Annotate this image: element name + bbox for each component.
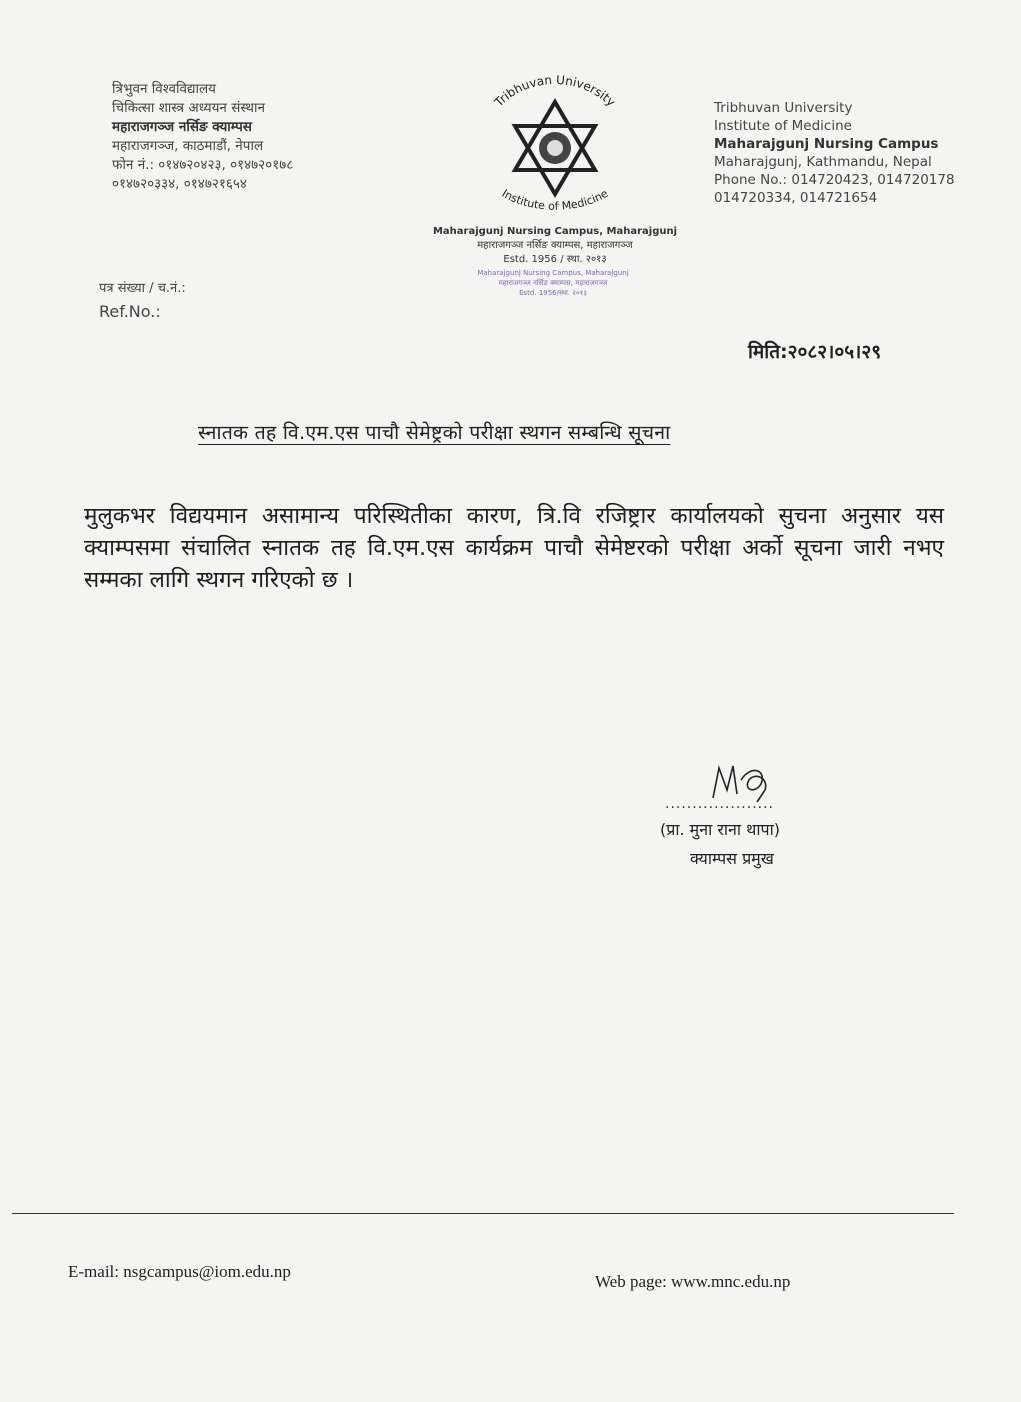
header-right-line: Institute of Medicine (714, 118, 852, 134)
logo-established: Estd. 1956 / स्था. २०१३ (503, 254, 607, 265)
notice-subject: स्नातक तह वि.एम.एस पाचौ सेमेष्ट्रको परीक्षा स्थगन सम्बन्धि सूचना (198, 421, 671, 444)
header-left-line: त्रिभुवन विश्वविद्यालय (112, 81, 216, 97)
signer-name: (प्रा. मुना राना थापा) (660, 820, 780, 839)
header-right-phone: Phone No.: 014720423, 014720178 (714, 172, 955, 188)
logo-campus-name-nepali: महाराजगञ्ज नर्सिङ क्याम्पस, महाराजगञ्ज (477, 240, 633, 251)
header-left-nepali (112, 80, 293, 194)
reference-label-english: Ref.No.: (99, 302, 161, 321)
header-right-line: Maharajgunj, Kathmandu, Nepal (714, 154, 932, 170)
header-right-line: Tribhuvan University (714, 100, 853, 116)
logo-arc-bottom: Institute of Medicine (499, 186, 611, 213)
notice-date: मिति:२०८२।०५।२९ (748, 341, 882, 363)
signature-line: .................... (665, 796, 775, 812)
header-left-campus: महाराजगञ्ज नर्सिङ क्याम्पस (112, 119, 252, 135)
footer-divider (12, 1213, 954, 1214)
footer-web: Web page: www.mnc.edu.np (595, 1272, 791, 1291)
header-left-phone: फोन नं.: ०१४७२०४२३, ०१४७२०१७८ (112, 157, 294, 173)
header-right-campus: Maharajgunj Nursing Campus (714, 136, 939, 152)
logo-arc-top: Tribhuvan University (491, 72, 619, 110)
header-left-phone: ०१४७२०३३४, ०१४७२१६५४ (112, 176, 247, 192)
notice-body: मुलुकभर विद्ययमान असामान्य परिस्थितीका कारण, त्रि.वि रजिष्ट्रार कार्यालयको सुचना अनुसार यस क्याम्पसमा संचालित स्नातक तह वि.एम.एस कार्यक्रम पाचौ सेमेष्टरको परीक्षा अर्को सूचना जारी नभए सम्मका लागि स्थगन गरिएको छ । (84, 503, 944, 593)
header-right-phone: 014720334, 014721654 (714, 190, 878, 206)
stamp-line: Maharajgunj Nursing Campus, Maharajgunj (477, 269, 629, 277)
header-right-english (714, 99, 955, 207)
footer-email: E-mail: nsgcampus@iom.edu.np (68, 1262, 291, 1281)
logo-campus-name: Maharajgunj Nursing Campus, Maharajgunj (432, 226, 678, 237)
header-left-line: चिकित्सा शास्त्र अध्ययन संस्थान (112, 100, 265, 116)
header-left-line: महाराजगञ्ज, काठमाडौं, नेपाल (112, 138, 264, 154)
logo-emblem-icon (455, 72, 655, 222)
reference-label-nepali: पत्र संख्या / च.नं.: (99, 281, 186, 296)
stamp-line: Estd. 1956/स्था. २०१३ (519, 289, 587, 297)
campus-stamp (468, 268, 638, 318)
reference-block (99, 278, 186, 321)
stamp-line: महाराजगञ्ज नर्सिङ क्याम्पस, महाराजगञ्ज (498, 279, 608, 287)
signer-title: क्याम्पस प्रमुख (690, 849, 774, 868)
university-logo (420, 72, 690, 265)
